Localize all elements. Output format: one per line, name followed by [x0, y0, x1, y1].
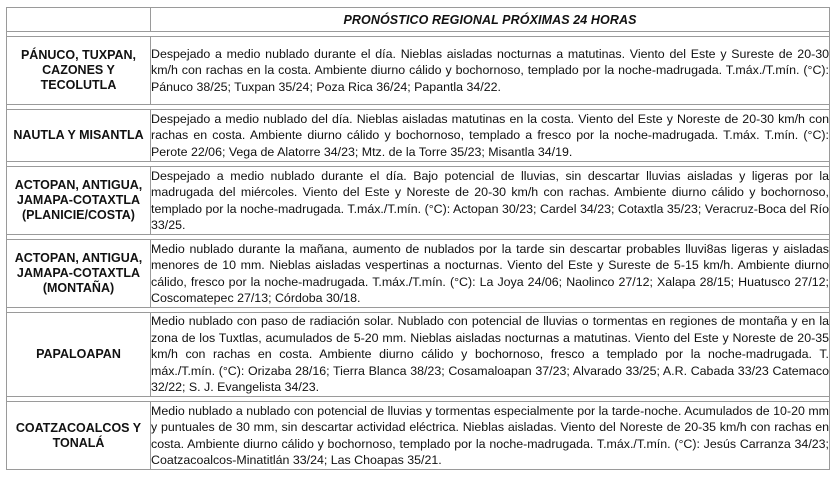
region-forecast-text: Despejado a medio nublado durante el día. Bajo potencial de lluvias, sin descartar lluvias aisladas y ligeras por la madrugada del miércoles. Viento del Este y Noreste de 20-30 km/h con rachas. Ambiente diurno cálido y bochornoso, templado por la noche-madrugada. T.máx./T.mín. (°C): Actopan 30/23; Cardel 34/23; Cotaxtla 35/23; Veracruz-Boca del Río 33/25. [151, 167, 830, 235]
region-forecast-text: Despejado a medio nublado del día. Nieblas aisladas matutinas en la costa. Viento del Este y Noreste de 20-30 km/h con rachas en costa. Ambiente diurno cálido y bochornoso, templado a fresco por la noche-madrugada. T.máx. T.mín. (°C): Perote 22/06; Vega de Alatorre 34/23; Mtz. de la Torre 35/23; Misantla 34/19. [151, 110, 830, 162]
table-row [7, 167, 830, 235]
region-name: ACTOPAN, ANTIGUA, JAMAPA-COTAXTLA (PLANICIE/COSTA) [7, 167, 151, 235]
table-row [7, 37, 830, 105]
region-forecast-text: Medio nublado con paso de radiación solar. Nublado con potencial de lluvias o tormentas en regiones de montaña y en la zona de los Tuxtlas, acumulados de 5-20 mm. Nieblas aisladas nocturnas a matutinas. Viento del Este y Noreste de 20-35 km/h con rachas en costa. Ambiente diurno cálido y bochornoso, fresco a templado por la noche-madrugada. T. máx./T.mín. (°C): Orizaba 28/16; Tierra Blanca 38/23; Cosamaloapan 37/23; Alvarado 33/25; A.R. Cabada 33/23 Catemaco 32/22; S. J. Evangelista 34/23. [151, 313, 830, 397]
table-row [7, 110, 830, 162]
region-forecast-text: Medio nublado durante la mañana, aumento de nublados por la tarde sin descartar probables lluvi8as ligeras y aisladas menores de 10 mm. Nieblas aisladas vespertinas a nocturnas. Viento del Este y Sureste de 5-15 km/h. Ambiente diurno cálido, fresco por la noche-madrugada. T.máx./T.mín. (°C): La Joya 24/06; Naolinco 27/12; Xalapa 28/15; Huatusco 27/12; Coscomatepec 27/13; Córdoba 30/18. [151, 240, 830, 308]
region-name: ACTOPAN, ANTIGUA, JAMAPA-COTAXTLA (MONTAÑA) [7, 240, 151, 308]
table-header-row [7, 8, 830, 32]
region-forecast-text: Medio nublado a nublado con potencial de lluvias y tormentas especialmente por la tarde-noche. Acumulados de 10-20 mm y puntuales de 30 mm, sin descartar actividad eléctrica. Nieblas aisladas. Viento del Noreste de 20-35 km/h con rachas en costa. Ambiente diurno cálido y bochornoso, templado por la noche-madrugada. T.máx./T.mín. (°C): Jesús Carranza 34/23; Coatzacoalcos-Minatitlán 33/24; Las Choapas 35/21. [151, 402, 830, 470]
region-name: COATZACOALCOS Y TONALÁ [7, 402, 151, 470]
table-row [7, 240, 830, 308]
region-name: PÁNUCO, TUXPAN, CAZONES Y TECOLUTLA [7, 37, 151, 105]
region-name: PAPALOAPAN [7, 313, 151, 397]
header-empty-cell [7, 8, 151, 32]
region-name: NAUTLA Y MISANTLA [7, 110, 151, 162]
table-row [7, 313, 830, 397]
region-forecast-text: Despejado a medio nublado durante el día. Nieblas aisladas nocturnas a matutinas. Viento del Este y Sureste de 20-30 km/h con rachas en la costa. Ambiente diurno cálido y bochornoso, templado por la noche-madrugada. T.máx./T.mín. (°C): Pánuco 38/25; Tuxpan 35/24; Poza Rica 36/24; Papantla 34/22. [151, 37, 830, 105]
regional-forecast-table [6, 7, 830, 470]
table-row [7, 402, 830, 470]
table-title: PRONÓSTICO REGIONAL PRÓXIMAS 24 HORAS [151, 8, 830, 32]
